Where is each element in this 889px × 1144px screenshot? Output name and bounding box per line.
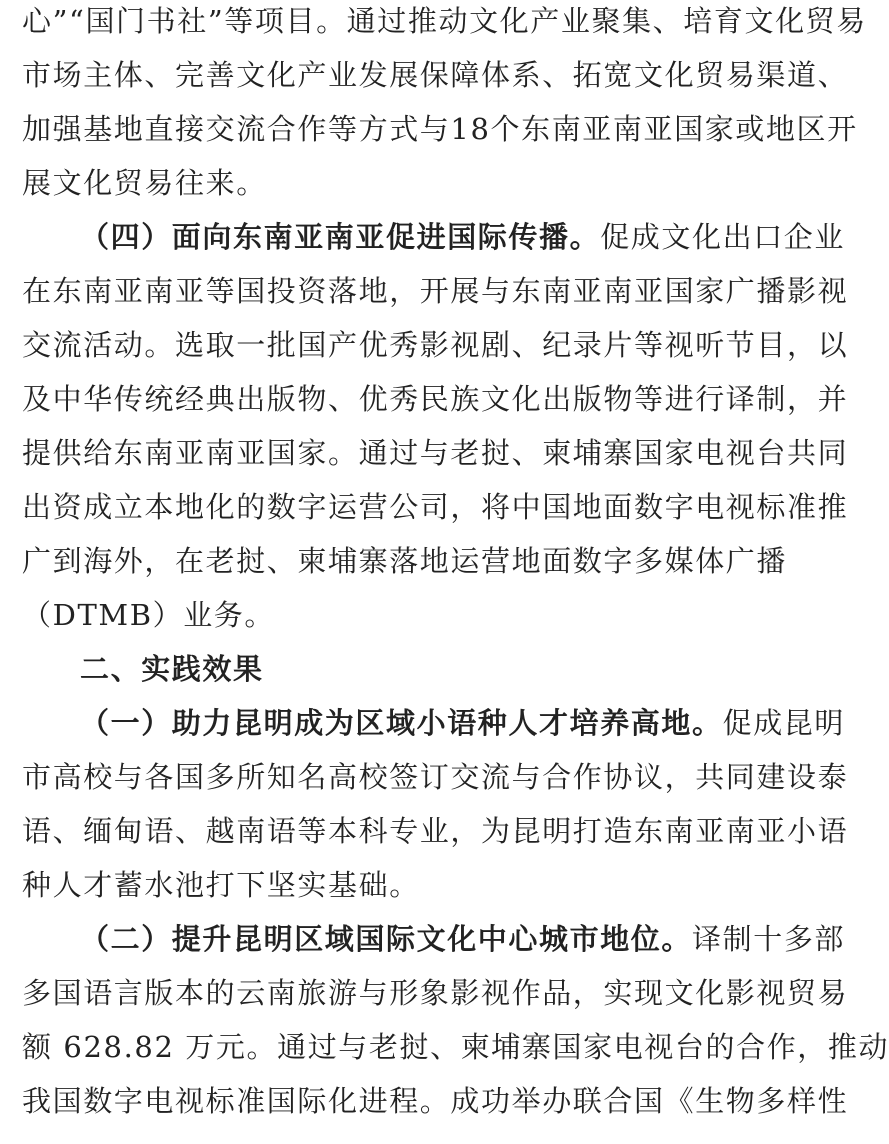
text-segment: 译制十多部 [692,922,846,956]
paragraph-international-communication [22,210,849,642]
paragraph-cultural-center [22,912,889,1128]
text-line: 语、缅甸语、越南语等本科专业，为昆明打造东南亚南亚小语 [22,814,849,848]
subsection-heading: （二）提升昆明区域国际文化中心城市地位。 [80,922,693,956]
text-line: 多国语言版本的云南旅游与形象影视作品，实现文化影视贸易 [22,976,849,1010]
text-line: 在东南亚南亚等国投资落地，开展与东南亚南亚国家广播影视 [22,274,849,308]
text-line: 提供给东南亚南亚国家。通过与老挝、柬埔寨国家电视台共同 [22,436,849,470]
text-line: 及中华传统经典出版物、优秀民族文化出版物等进行译制，并 [22,382,849,416]
paragraph-first-line [22,912,846,966]
text-line: 市高校与各国多所知名高校签订交流与合作协议，共同建设泰 [22,760,849,794]
text-line: 交流活动。选取一批国产优秀影视剧、纪录片等视听节目，以 [22,328,849,362]
paragraph-talent-training [22,696,849,912]
section-heading: 二、实践效果 [80,652,264,686]
text-line: 市场主体、完善文化产业发展保障体系、拓宽文化贸易渠道、 [22,58,849,92]
text-line: 展文化贸易往来。 [22,166,267,200]
text-line: 广到海外，在老挝、柬埔寨落地运营地面数字多媒体广播 [22,544,788,578]
paragraph-cultural-trade [22,0,867,210]
text-line: 出资成立本地化的数字运营公司，将中国地面数字电视标准推 [22,490,849,524]
text-line: 加强基地直接交流合作等方式与18个东南亚南亚国家或地区开 [22,112,858,146]
subsection-heading: （四）面向东南亚南亚促进国际传播。 [80,220,601,254]
text-segment: 促成文化出口企业 [600,220,846,254]
text-segment: 促成昆明 [722,706,846,740]
paragraph-first-line [22,696,846,750]
text-line: 种人才蓄水池打下坚实基础。 [22,868,420,902]
text-line: 额 628.82 万元。通过与老挝、柬埔寨国家电视台的合作，推动 [22,1030,889,1064]
text-line: （DTMB）业务。 [22,598,275,632]
text-line: 心”“国门书社”等项目。通过推动文化产业聚集、培育文化贸易 [22,4,867,38]
paragraph-first-line [22,210,846,264]
subsection-heading: （一）助力昆明成为区域小语种人才培养高地。 [80,706,723,740]
text-line: 我国数字电视标准国际化进程。成功举办联合国《生物多样性 [22,1084,849,1118]
